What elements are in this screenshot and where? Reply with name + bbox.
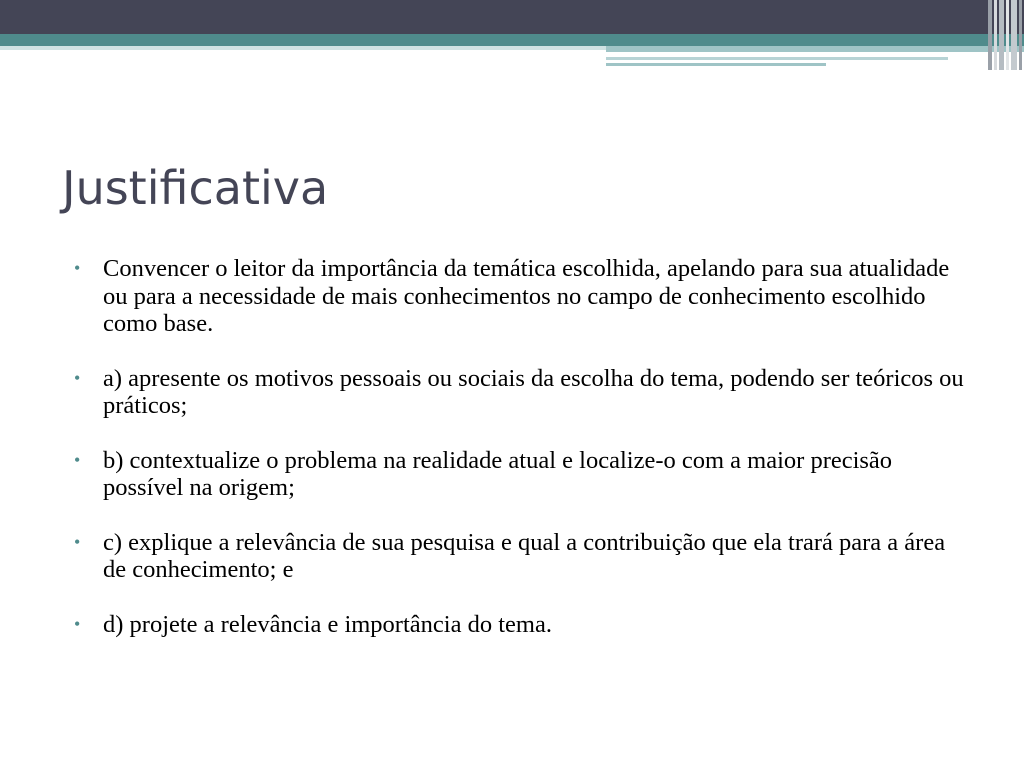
bullet-icon: • bbox=[74, 613, 81, 634]
vertical-bar bbox=[1011, 0, 1017, 70]
bullet-text: a) apresente os motivos pessoais ou sociais da escolha do tema, podendo ser teóricos ou práticos; bbox=[103, 364, 964, 419]
vertical-bar bbox=[1019, 0, 1022, 70]
vertical-bar bbox=[1006, 0, 1009, 70]
bullet-text: d) projete a relevância e importância do tema. bbox=[103, 610, 552, 638]
bullet-icon: • bbox=[74, 449, 81, 470]
bullet-item bbox=[74, 255, 964, 338]
bullet-item bbox=[74, 611, 964, 639]
bullet-item bbox=[74, 447, 964, 502]
bullet-list bbox=[74, 255, 964, 665]
header-light-band-left bbox=[0, 46, 606, 50]
bullet-text: b) contextualize o problema na realidade atual e localize-o com a maior precisão possível na origem; bbox=[103, 446, 893, 501]
vertical-bar bbox=[988, 0, 992, 70]
vertical-bar bbox=[999, 0, 1004, 70]
bullet-item bbox=[74, 365, 964, 420]
bullet-text: c) explique a relevância de sua pesquisa e qual a contribuição que ela trará para a área de conhecimento; e bbox=[103, 528, 946, 583]
bullet-icon: • bbox=[74, 258, 81, 278]
header-light-band-right bbox=[606, 46, 1024, 52]
header-stripe-b bbox=[606, 63, 826, 66]
bullet-icon: • bbox=[74, 367, 81, 388]
vertical-bar bbox=[994, 0, 997, 70]
header-stripe-a bbox=[606, 57, 948, 60]
header-vertical-bars bbox=[988, 0, 1024, 70]
header-dark-band bbox=[0, 0, 1024, 34]
header-teal-band bbox=[0, 34, 1024, 46]
bullet-text: Convencer o leitor da importância da temática escolhida, apelando para sua atualidade ou para a necessidade de mais conhecimentos no campo de conhecimento escolhido como base. bbox=[103, 255, 950, 337]
bullet-item bbox=[74, 529, 964, 584]
slide-title: Justificativa bbox=[62, 161, 329, 215]
bullet-icon: • bbox=[74, 531, 81, 552]
